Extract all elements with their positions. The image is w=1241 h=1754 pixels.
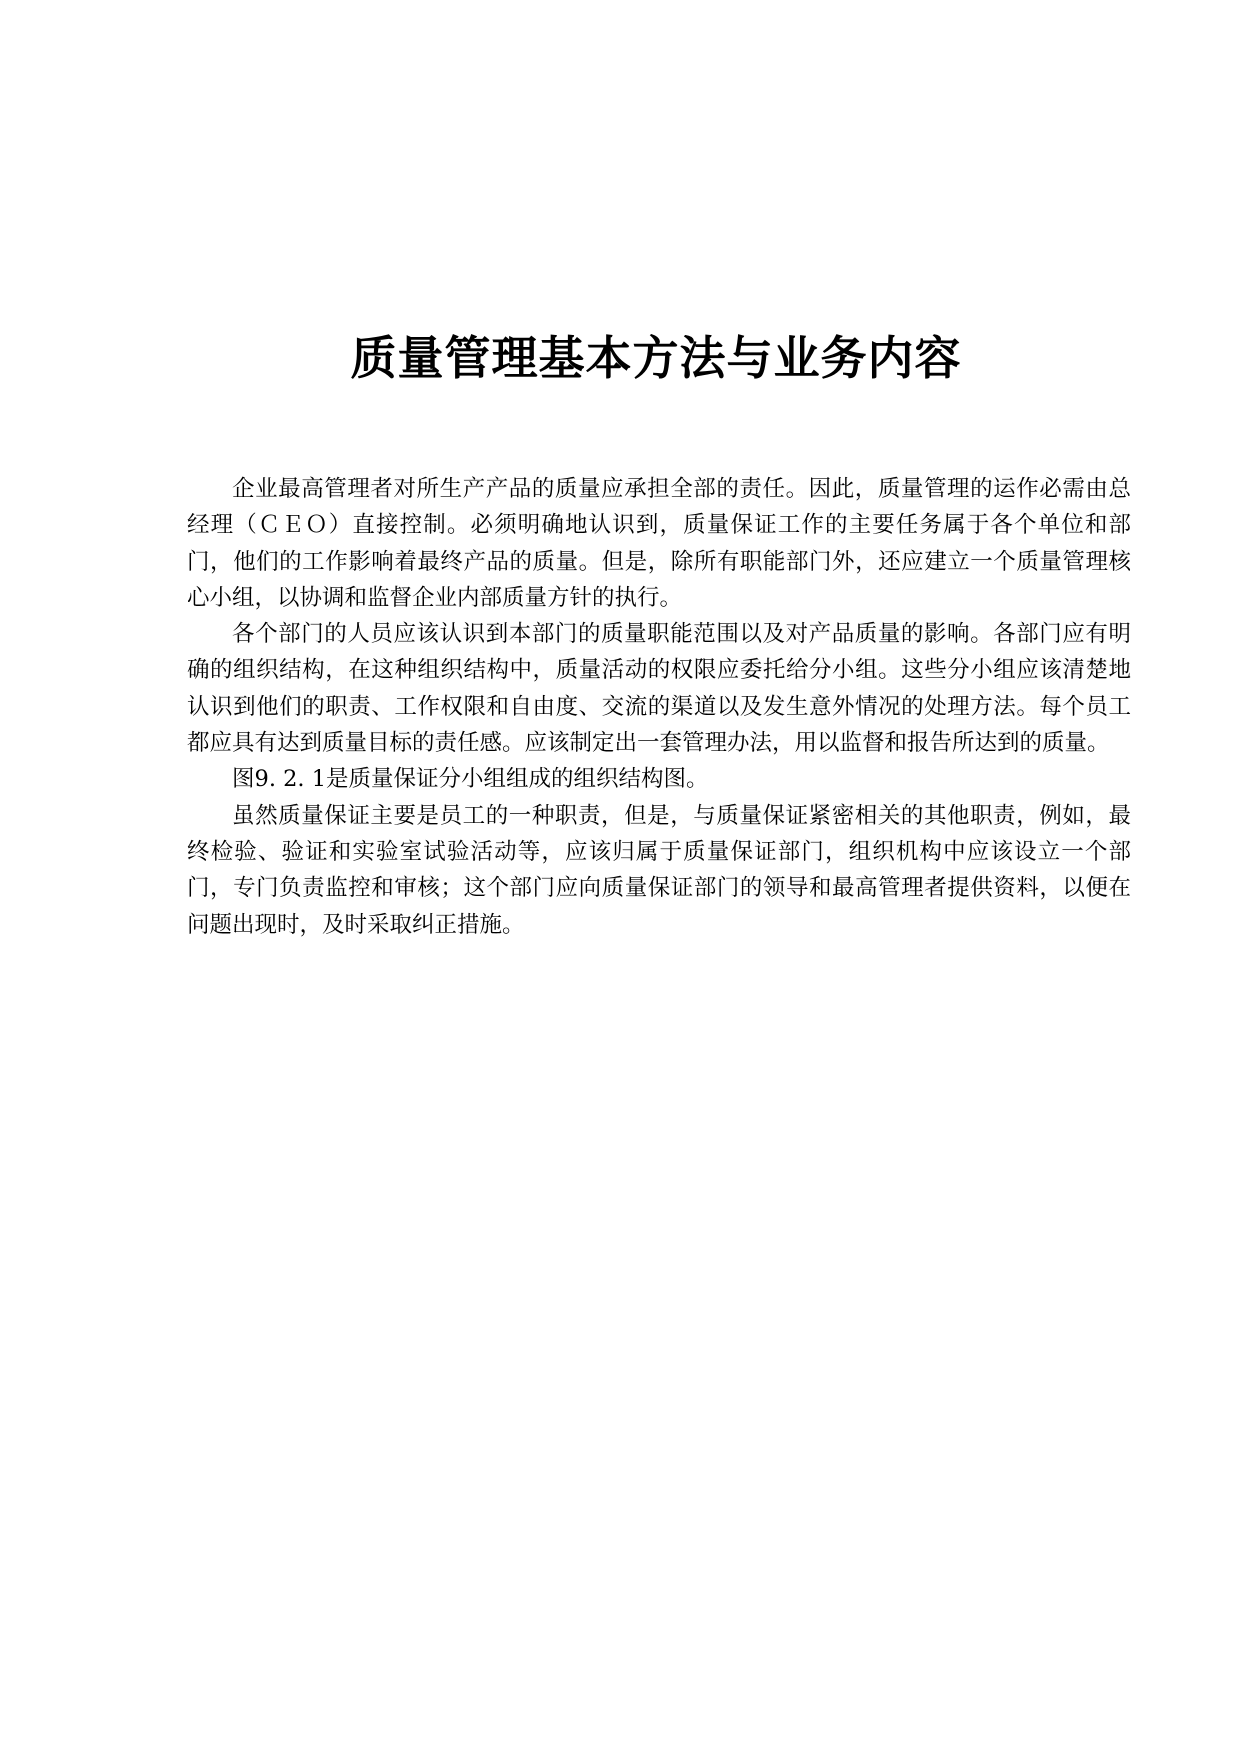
- paragraph-2: 各个部门的人员应该认识到本部门的质量职能范围以及对产品质量的影响。各部门应有明确的组织结构，在这种组织结构中，质量活动的权限应委托给分小组。这些分小组应该清楚地认识到他们的职责、工作权限和自由度、交流的渠道以及发生意外情况的处理方法。每个员工都应具有达到质量目标的责任感。应该制定出一套管理办法，用以监督和报告所达到的质量。: [187, 621, 1131, 757]
- document-body: [187, 471, 1131, 943]
- paragraph-1: 企业最高管理者对所生产产品的质量应承担全部的责任。因此，质量管理的运作必需由总经理（ＣＥＯ）直接控制。必须明确地认识到，质量保证工作的主要任务属于各个单位和部门，他们的工作影响着最终产品的质量。但是，除所有职能部门外，还应建立一个质量管理核心小组，以协调和监督企业内部质量方针的执行。: [187, 476, 1131, 611]
- page-title: 质量管理基本方法与业务内容: [350, 331, 962, 385]
- paragraph-4: 虽然质量保证主要是员工的一种职责，但是，与质量保证紧密相关的其他职责，例如，最终检验、验证和实验室试验活动等，应该归属于质量保证部门，组织机构中应该设立一个部门，专门负责监控和审核；这个部门应向质量保证部门的领导和最高管理者提供资料，以便在问题出现时，及时采取纠正措施。: [187, 802, 1131, 938]
- paragraph-3: 图9. 2. 1是质量保证分小组组成的组织结构图。: [232, 766, 709, 793]
